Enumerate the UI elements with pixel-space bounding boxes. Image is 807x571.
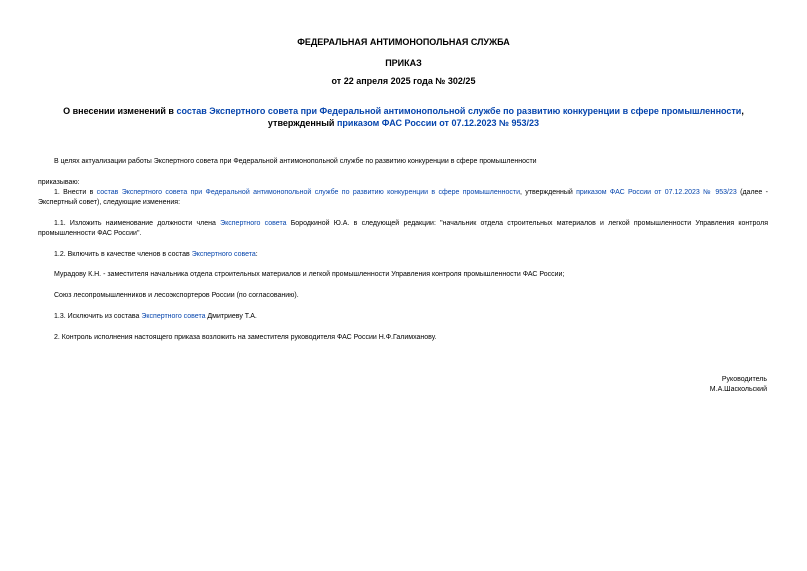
- paragraph-1-3: [38, 312, 768, 322]
- member-item-union: Союз лесопромышленников и лесоэкспортеров России (по согласованию).: [54, 292, 299, 299]
- member-item-muradova: Мурадову К.Н. - заместителя начальника отдела строительных материалов и легкой промышленности Управления контроля промышленности ФАС России;: [54, 271, 565, 278]
- paragraph-1-3-suffix: Дмитриеву Т.А.: [205, 313, 257, 320]
- order-word: приказываю:: [38, 179, 80, 186]
- paragraph-1: [38, 188, 768, 208]
- signature-name: М.А.Шаскольский: [709, 386, 767, 393]
- paragraph-1-2: [38, 250, 768, 260]
- paragraph-1-2-link-council[interactable]: Экспертного совета: [191, 251, 256, 258]
- title-link-council-composition[interactable]: состав Экспертного совета при Федеральной антимонопольной службе по развитию конкуренции в сфере промышленности: [176, 106, 742, 116]
- paragraph-1-1-link-council[interactable]: Экспертного совета: [220, 220, 287, 227]
- paragraph-1-1-prefix: 1.1. Изложить наименование должности члена: [54, 220, 221, 227]
- paragraph-1-suffix: (далее - Экспертный совет), следующие изменения:: [38, 189, 769, 206]
- paragraph-1-3-link-council[interactable]: Экспертного совета: [141, 313, 206, 320]
- paragraph-1-prefix: 1. Внести в: [54, 189, 97, 196]
- title-text-start: О внесении изменений в: [63, 106, 177, 116]
- paragraph-1-link-council-composition[interactable]: состав Экспертного совета при Федеральной антимонопольной службе по развитию конкуренции в сфере промышленности: [96, 189, 520, 196]
- signature-position: Руководитель: [721, 376, 767, 383]
- document-title: [40, 105, 767, 129]
- paragraph-1-1-suffix: Бородкиной Ю.А. в следующей редакции: "начальник отдела строительных материалов и легкой промышленности Управления контроля промышленности ФАС России".: [38, 220, 769, 237]
- document-date: от 22 апреля 2025 года № 302/25: [331, 76, 476, 86]
- paragraph-1-2-prefix: 1.2. Включить в качестве членов в состав: [54, 251, 192, 258]
- paragraph-1-1: [38, 219, 768, 239]
- document-type: ПРИКАЗ: [385, 58, 422, 68]
- paragraph-1-mid: , утвержденный: [520, 189, 577, 196]
- paragraph-1-link-fas-order[interactable]: приказом ФАС России от 07.12.2023 № 953/23: [576, 189, 737, 196]
- paragraph-1-3-prefix: 1.3. Исключить из состава: [54, 313, 142, 320]
- title-text-approved: , утвержденный: [267, 106, 744, 128]
- title-link-fas-order[interactable]: приказом ФАС России от 07.12.2023 № 953/23: [336, 118, 540, 128]
- agency-name: ФЕДЕРАЛЬНАЯ АНТИМОНОПОЛЬНАЯ СЛУЖБА: [297, 37, 510, 47]
- intro-paragraph: В целях актуализации работы Экспертного совета при Федеральной антимонопольной службе по развитию конкуренции в сфере промышленности: [54, 158, 537, 165]
- paragraph-2: 2. Контроль исполнения настоящего приказа возложить на заместителя руководителя ФАС России Н.Ф.Галимханову.: [54, 334, 437, 341]
- paragraph-1-2-suffix: :: [255, 251, 258, 258]
